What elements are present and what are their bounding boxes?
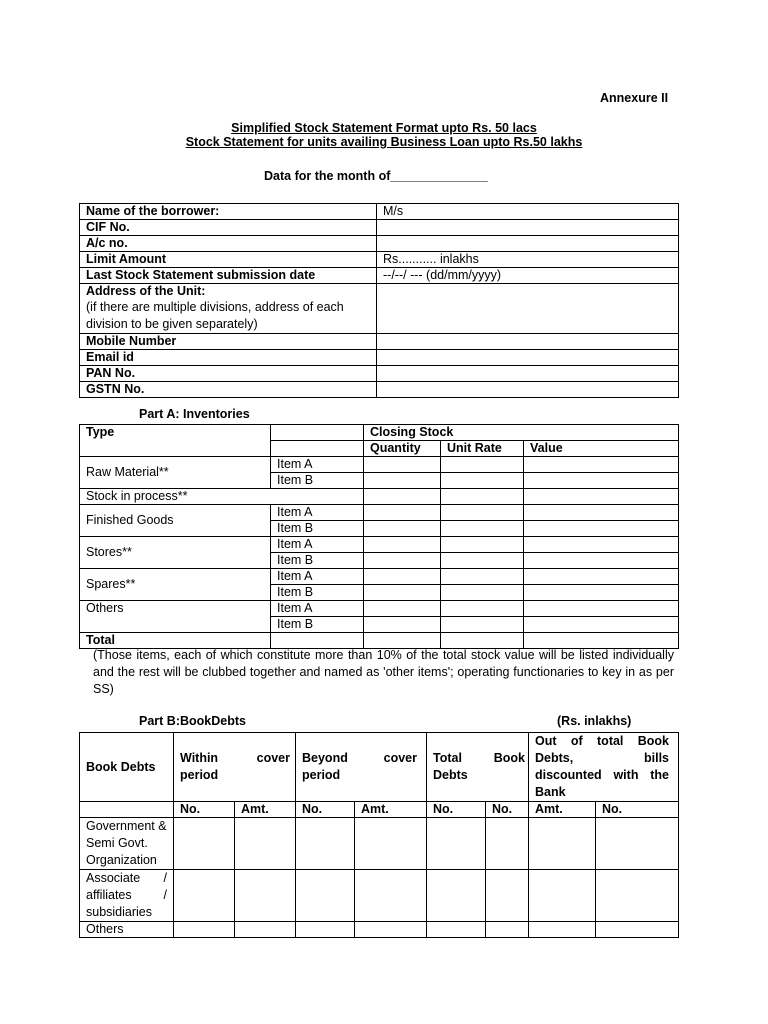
last-submission-label: Last Stock Statement submission date (80, 268, 377, 284)
borrower-name-value[interactable]: M/s (377, 204, 679, 220)
address-note: (if there are multiple divisions, address of each division to be given separately) (86, 300, 344, 331)
address-value[interactable] (377, 284, 679, 334)
address-cell (80, 284, 377, 334)
item-b-label: Item B (271, 521, 364, 537)
item-b-label: Item B (271, 617, 364, 633)
title-line-1: Simplified Stock Statement Format upto Rs. 50 lacs (231, 121, 537, 135)
book-debts-table (79, 732, 679, 938)
total-label: Total (80, 633, 271, 649)
stock-in-process-label: Stock in process** (80, 489, 364, 505)
item-b-label: Item B (271, 473, 364, 489)
associate-row-text: Associate / affiliates / subsidiaries (86, 871, 167, 919)
unit-rate-header: Unit Rate (441, 441, 524, 457)
item-a-label: Item A (271, 537, 364, 553)
discounted-amt-header: Amt. (529, 802, 596, 818)
email-value[interactable] (377, 350, 679, 366)
cif-value[interactable] (377, 220, 679, 236)
annexure-label: Annexure II (600, 91, 669, 105)
quantity-header: Quantity (364, 441, 441, 457)
part-a-heading: Part A: Inventories (139, 407, 250, 421)
beyond-no-header: No. (296, 802, 355, 818)
limit-amount-label: Limit Amount (80, 252, 377, 268)
others-label: Others (80, 601, 271, 633)
inventory-note: (Those items, each of which constitute more than 10% of the total stock value will be listed individually and the rest will be clubbed together and named as 'other items'; operating functionaries to key in as per SS) (93, 648, 674, 696)
item-b-label: Item B (271, 585, 364, 601)
item-a-label: Item A (271, 457, 364, 473)
total-book-debts-header (427, 733, 529, 802)
total-book-debts-text: Total Book Debts (433, 751, 525, 782)
cif-label: CIF No. (80, 220, 377, 236)
account-label: A/c no. (80, 236, 377, 252)
value-header: Value (524, 441, 679, 457)
within-cover-text: Within cover period (180, 751, 290, 782)
gstn-label: GSTN No. (80, 382, 377, 398)
mobile-label: Mobile Number (80, 334, 377, 350)
within-no-header: No. (174, 802, 235, 818)
account-value[interactable] (377, 236, 679, 252)
borrower-table (79, 203, 679, 398)
mobile-value[interactable] (377, 334, 679, 350)
pan-label: PAN No. (80, 366, 377, 382)
inventory-table (79, 424, 679, 649)
part-b-unit: (Rs. inlakhs) (557, 714, 632, 728)
item-a-label: Item A (271, 505, 364, 521)
type-header: Type (80, 425, 271, 441)
email-label: Email id (80, 350, 377, 366)
borrower-name-label: Name of the borrower: (80, 204, 377, 220)
data-month-label: Data for the month of______________ (264, 169, 488, 183)
raw-material-label: Raw Material** (80, 457, 271, 489)
others-row-label: Others (80, 922, 174, 938)
finished-goods-label: Finished Goods (80, 505, 271, 537)
total-no-header: No. (427, 802, 486, 818)
book-debts-header: Book Debts (80, 733, 174, 802)
beyond-cover-text: Beyond cover period (302, 751, 417, 782)
beyond-cover-header (296, 733, 427, 802)
associate-row-label (80, 870, 174, 922)
item-a-label: Item A (271, 569, 364, 585)
beyond-amt-header: Amt. (355, 802, 427, 818)
part-b-heading: Part B:BookDebts (139, 714, 246, 728)
gstn-value[interactable] (377, 382, 679, 398)
govt-row-label: Government & Semi Govt. Organization (80, 818, 174, 870)
limit-amount-value[interactable]: Rs........... inlakhs (377, 252, 679, 268)
within-amt-header: Amt. (235, 802, 296, 818)
within-cover-header (174, 733, 296, 802)
stores-label: Stores** (80, 537, 271, 569)
title-line-2: Stock Statement for units availing Business Loan upto Rs.50 lakhs (185, 135, 583, 149)
discounted-no-header: No. (596, 802, 679, 818)
item-a-label: Item A (271, 601, 364, 617)
pan-value[interactable] (377, 366, 679, 382)
total-no-header-2: No. (486, 802, 529, 818)
last-submission-value[interactable]: --/--/ --- (dd/mm/yyyy) (377, 268, 679, 284)
bills-discounted-header (529, 733, 679, 802)
bills-discounted-text: Out of total Book Debts, bills discounted with the Bank (535, 734, 669, 799)
address-label: Address of the Unit: (86, 284, 206, 298)
spares-label: Spares** (80, 569, 271, 601)
item-b-label: Item B (271, 553, 364, 569)
closing-stock-header: Closing Stock (364, 425, 679, 441)
